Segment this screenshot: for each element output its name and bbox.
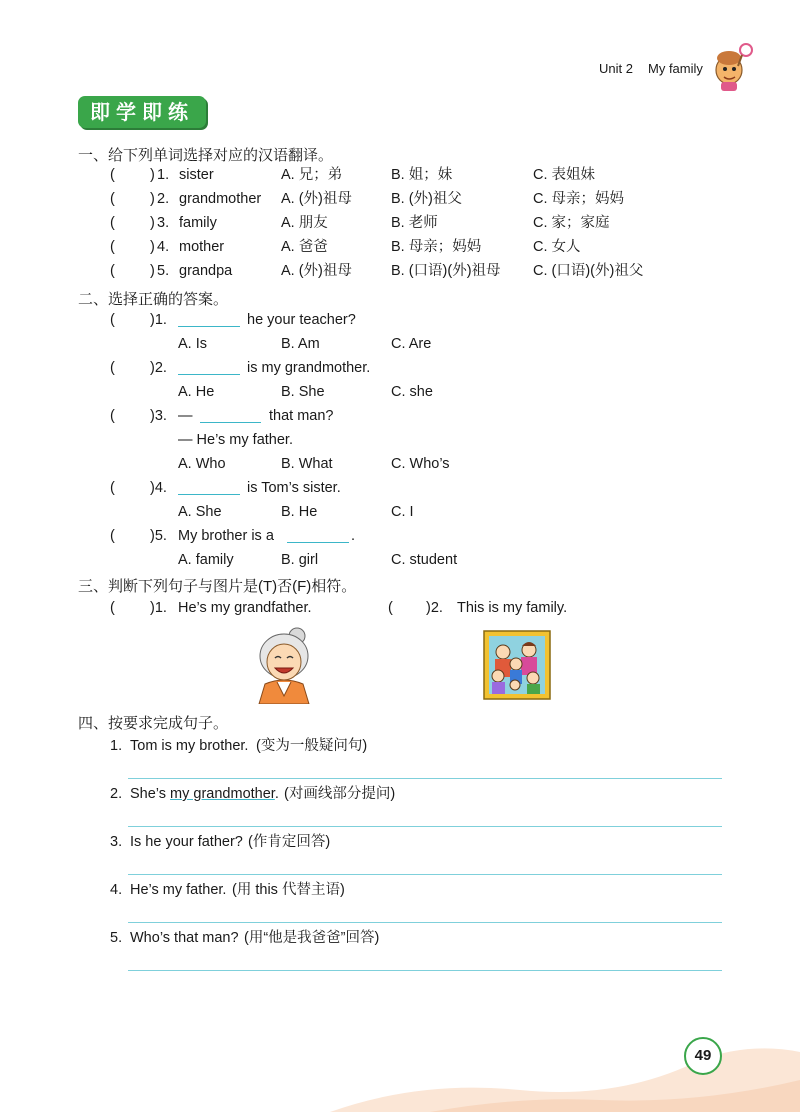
item-number: 2. [110, 786, 123, 802]
word: family [179, 215, 217, 231]
s4-q1 [0, 735, 800, 757]
section3-heading: 三、判断下列句子与图片是(T)否(F)相符。 [78, 578, 357, 595]
s2-q5-options [0, 549, 800, 571]
unit-label: Unit 2 [599, 61, 633, 76]
s2-q3 [0, 405, 800, 427]
instruction-note: (用 this 代替主语) [232, 882, 345, 898]
footer-wave-decoration [0, 1030, 800, 1112]
item-number: 5. [110, 930, 123, 946]
period: . [351, 528, 356, 544]
answer-blank[interactable] [178, 312, 240, 327]
answer-blank[interactable] [178, 360, 240, 375]
paren-open: ( [110, 312, 115, 328]
option-a: A. He [178, 384, 215, 400]
item-number: )4. [150, 480, 167, 496]
s1-row-4 [0, 236, 800, 258]
answer-line[interactable] [128, 922, 722, 923]
item-number: )2. [426, 600, 443, 616]
underlined-phrase: my grandmother [170, 786, 275, 802]
option-b: B. 母亲；妈妈 [391, 239, 482, 255]
item-number: 2. [157, 191, 170, 207]
word: mother [179, 239, 225, 255]
statement-text: He’s my grandfather. [178, 600, 312, 616]
item-number: )1. [150, 600, 167, 616]
option-b: B. 老师 [391, 215, 438, 231]
option-c: C. (口语)(外)祖父 [533, 263, 644, 279]
s2-q3-options [0, 453, 800, 475]
item-number: 4. [157, 239, 170, 255]
option-a: A. She [178, 504, 222, 520]
s2-q4-options [0, 501, 800, 523]
option-a: A. 兄；弟 [281, 167, 343, 183]
question-text: My brother is a [178, 528, 274, 544]
option-c: C. Who’s [391, 456, 450, 472]
question-text: is my grandmother. [247, 360, 371, 376]
question-text: that man? [269, 408, 334, 424]
s1-row-1 [0, 164, 800, 186]
option-c: C. 女人 [533, 239, 581, 255]
item-number: 1. [110, 738, 123, 754]
item-number: )2. [150, 360, 167, 376]
option-b: B. She [281, 384, 325, 400]
option-c: C. student [391, 552, 458, 568]
option-b: B. Am [281, 336, 320, 352]
option-c: C. she [391, 384, 433, 400]
item-number: ) [150, 239, 155, 255]
option-b: B. (口语)(外)祖母 [391, 263, 501, 279]
grandmother-illustration [247, 626, 321, 704]
answer-line[interactable] [128, 826, 722, 827]
item-number: 5. [157, 263, 170, 279]
item-number: ) [150, 191, 155, 207]
item-number: )5. [150, 528, 167, 544]
option-b: B. girl [281, 552, 319, 568]
s2-q4 [0, 477, 800, 499]
item-number: ) [150, 167, 155, 183]
option-c: C. 母亲；妈妈 [533, 191, 625, 207]
option-a: A. 朋友 [281, 215, 328, 231]
unit-topic: My family [648, 61, 703, 76]
sentence-text: He’s my father. [130, 882, 227, 898]
option-c: C. 表姐妹 [533, 167, 596, 183]
s1-row-3 [0, 212, 800, 234]
item-number: 3. [110, 834, 123, 850]
family-photo-illustration [483, 630, 551, 700]
paren-open: ( [110, 360, 115, 376]
instruction-note: (用“他是我爸爸”回答) [244, 930, 380, 946]
option-a: A. (外)祖母 [281, 263, 352, 279]
instruction-note: (作肯定回答) [248, 834, 331, 850]
option-a: A. (外)祖母 [281, 191, 352, 207]
answer-line[interactable] [128, 874, 722, 875]
s2-q1-options [0, 333, 800, 355]
option-b: B. What [281, 456, 333, 472]
dash: — [178, 408, 193, 424]
paren-open: ( [110, 215, 115, 231]
option-b: B. 姐；妹 [391, 167, 453, 183]
question-text: he your teacher? [247, 312, 356, 328]
question-text: is Tom’s sister. [247, 480, 341, 496]
option-c: C. 家；家庭 [533, 215, 610, 231]
s2-q2-options [0, 381, 800, 403]
paren-open: ( [110, 528, 115, 544]
statement-text: This is my family. [457, 600, 568, 616]
s4-q5 [0, 927, 800, 949]
item-number: ) [150, 263, 155, 279]
option-c: C. I [391, 504, 414, 520]
sentence-text: Tom is my brother. [130, 738, 249, 754]
item-number: 3. [157, 215, 170, 231]
s2-q2 [0, 357, 800, 379]
s4-q3 [0, 831, 800, 853]
section4-heading: 四、按要求完成句子。 [78, 715, 229, 732]
item-number: ) [150, 215, 155, 231]
paren-open: ( [110, 263, 115, 279]
s4-q2 [0, 783, 800, 805]
s2-q1 [0, 309, 800, 331]
option-a: A. Who [178, 456, 226, 472]
word: sister [179, 167, 214, 183]
section-title-badge: 即学即练 [78, 96, 206, 128]
instruction-note: (变为一般疑问句) [256, 738, 368, 754]
option-b: B. (外)祖父 [391, 191, 462, 207]
section1-heading: 一、给下列单词选择对应的汉语翻译。 [78, 147, 334, 164]
s3-row [0, 597, 800, 619]
item-number: )1. [150, 312, 167, 328]
paren-open: ( [110, 191, 115, 207]
option-c: C. Are [391, 336, 432, 352]
instruction-note: (对画线部分提问) [284, 786, 396, 802]
paren-open: ( [110, 408, 115, 424]
answer-line[interactable] [128, 970, 722, 971]
option-a: A. family [178, 552, 234, 568]
page-number: 49 [684, 1037, 722, 1075]
item-number: 1. [157, 167, 170, 183]
s2-q5 [0, 525, 800, 547]
item-number: )3. [150, 408, 167, 424]
answer-blank[interactable] [178, 480, 240, 495]
paren-open: ( [110, 480, 115, 496]
option-b: B. He [281, 504, 318, 520]
paren-open: ( [110, 600, 115, 616]
paren-open: ( [110, 167, 115, 183]
sentence-text [130, 783, 279, 805]
option-a: A. Is [178, 336, 208, 352]
paren-open: ( [388, 600, 393, 616]
s1-row-2 [0, 188, 800, 210]
word: grandpa [179, 263, 233, 279]
sentence-prefix: She’s [130, 786, 171, 802]
section2-heading: 二、选择正确的答案。 [78, 291, 229, 308]
answer-blank[interactable] [200, 408, 261, 423]
sentence-end: . [274, 786, 279, 802]
mascot-icon [708, 40, 754, 92]
word: grandmother [179, 191, 262, 207]
answer-blank[interactable] [287, 528, 349, 543]
sentence-text: Who’s that man? [130, 930, 239, 946]
answer-line[interactable] [128, 778, 722, 779]
s1-row-5 [0, 260, 800, 282]
item-number: 4. [110, 882, 123, 898]
reply-text: — He’s my father. [178, 432, 293, 448]
option-a: A. 爸爸 [281, 239, 328, 255]
s4-q4 [0, 879, 800, 901]
paren-open: ( [110, 239, 115, 255]
sentence-text: Is he your father? [130, 834, 243, 850]
s2-q3-reply [0, 429, 800, 451]
